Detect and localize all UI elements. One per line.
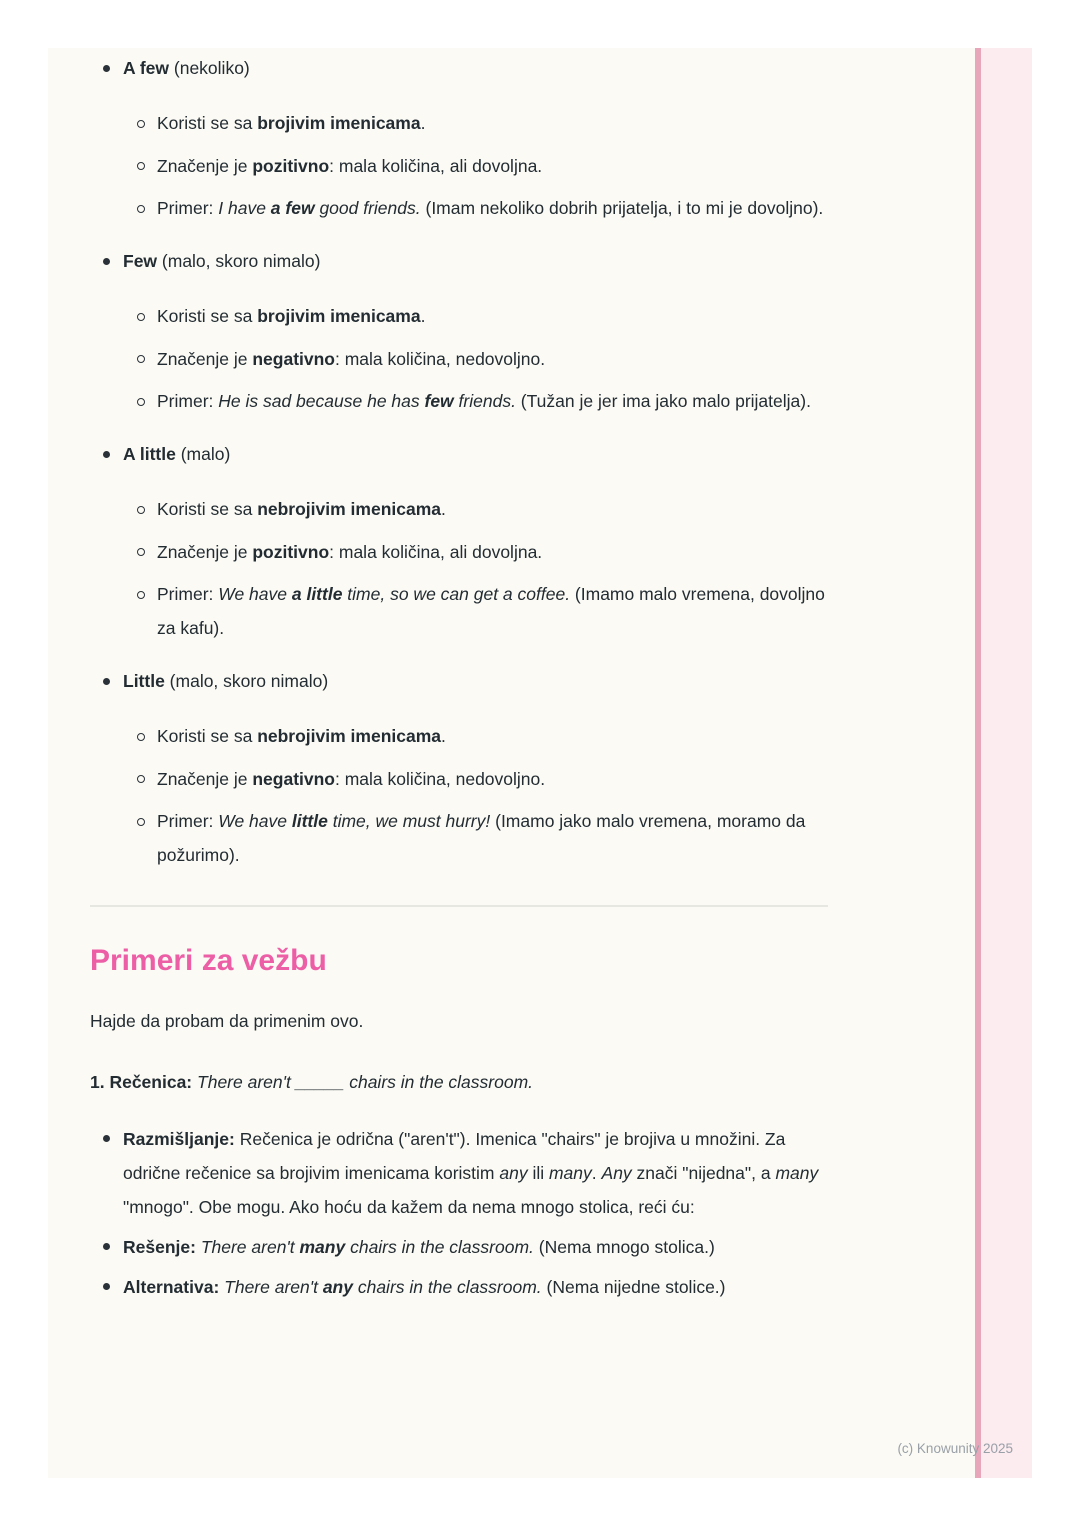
- bullet-circle-icon: [137, 591, 145, 599]
- exercise-step-thinking: [90, 1122, 828, 1224]
- quantifier-point-row: [90, 535, 828, 569]
- quantifier-point-row: [90, 804, 828, 872]
- bullet-dot-icon: [103, 1283, 110, 1290]
- bullet-dot-icon: [103, 678, 110, 685]
- bullet-dot-icon: [103, 258, 110, 265]
- bullet-dot-icon: [103, 1243, 110, 1250]
- quantifier-point: Značenje je pozitivno: mala količina, ali dovoljna.: [157, 155, 543, 176]
- exercise-step-alternative: [90, 1270, 828, 1304]
- quantifier-term: A little (malo): [123, 444, 231, 464]
- bullet-circle-icon: [137, 506, 145, 514]
- bullet-circle-icon: [137, 120, 145, 128]
- practice-section-heading: Primeri za vežbu: [90, 944, 327, 977]
- bullet-marker: [90, 106, 157, 128]
- bullet-circle-icon: [137, 355, 145, 363]
- bullet-marker: [90, 191, 157, 213]
- quantifier-term: A few (nekoliko): [123, 58, 250, 78]
- quantifier-points: [90, 719, 828, 872]
- quantifier-point-row: [90, 149, 828, 183]
- quantifier-point: Koristi se sa nebrojivim imenicama.: [157, 726, 446, 746]
- document-page: [48, 48, 1032, 1478]
- quantifier-point: Primer: He is sad because he has few friends. (Tužan je jer ima jako malo prijatelja).: [157, 391, 811, 411]
- watermark: (c) Knowunity 2025: [897, 1441, 1013, 1456]
- exercise-sentence: 1. Rečenica: There aren't _____ chairs in the classroom.: [90, 1071, 534, 1092]
- exercise-steps-list: [90, 1122, 828, 1304]
- exercise-step-text: Razmišljanje: Rečenica je odrična ("aren't"). Imenica "chairs" je brojiva u množini. Za odrične rečenice sa brojivim imenicama koristim any ili many. Any znači "nijedna", a many "mnogo". Obe mogu. Ako hoću da kažem da nema mnogo stolica, reći ću:: [123, 1128, 819, 1217]
- bullet-circle-icon: [137, 733, 145, 741]
- bullet-marker: [90, 1270, 123, 1291]
- quantifier-point: Koristi se sa nebrojivim imenicama.: [157, 499, 446, 519]
- quantifier-item-little: [90, 664, 828, 872]
- practice-intro-text: Hajde da probam da primenim ovo.: [90, 1010, 364, 1031]
- exercise-step-text: Alternativa: There aren't any chairs in the classroom. (Nema nijedne stolice.): [123, 1276, 726, 1297]
- bullet-marker: [90, 535, 157, 557]
- quantifier-item-a-little: [90, 437, 828, 645]
- bullet-marker: [90, 342, 157, 364]
- quantifier-point: Značenje je negativno: mala količina, nedovoljno.: [157, 348, 546, 369]
- quantifier-point-row: [90, 762, 828, 796]
- quantifier-points: [90, 492, 828, 645]
- quantifier-point: Primer: We have little time, we must hurry! (Imamo jako malo vremena, moramo da požurimo).: [157, 811, 806, 865]
- quantifier-point: Koristi se sa brojivim imenicama.: [157, 113, 426, 133]
- bullet-dot-icon: [103, 451, 110, 458]
- document-content: [90, 51, 828, 1304]
- bullet-marker: [90, 1122, 123, 1143]
- bullet-marker: [90, 762, 157, 784]
- quantifier-points: [90, 106, 828, 225]
- bullet-circle-icon: [137, 775, 145, 783]
- bullet-dot-icon: [103, 1135, 110, 1142]
- quantifier-term-row: [90, 51, 828, 85]
- quantifier-item-a-few: [90, 51, 828, 225]
- exercise-step-solution: [90, 1230, 828, 1264]
- quantifier-term-row: [90, 664, 828, 698]
- quantifier-point-row: [90, 577, 828, 645]
- bullet-marker: [90, 577, 157, 599]
- bullet-marker: [90, 804, 157, 826]
- quantifier-point-row: [90, 492, 828, 526]
- bullet-circle-icon: [137, 548, 145, 556]
- exercise-step-text: Rešenje: There aren't many chairs in the classroom. (Nema mnogo stolica.): [123, 1236, 715, 1257]
- bullet-marker: [90, 384, 157, 406]
- quantifier-term: Few (malo, skoro nimalo): [123, 251, 321, 271]
- bullet-marker: [90, 1230, 123, 1251]
- bullet-marker: [90, 492, 157, 514]
- quantifier-point-row: [90, 106, 828, 140]
- bullet-marker: [90, 51, 123, 72]
- quantifier-point: Koristi se sa brojivim imenicama.: [157, 306, 426, 326]
- bullet-circle-icon: [137, 313, 145, 321]
- quantifier-term-row: [90, 244, 828, 278]
- bullet-circle-icon: [137, 398, 145, 406]
- quantifier-point-row: [90, 719, 828, 753]
- quantifier-point-row: [90, 191, 828, 225]
- bullet-marker: [90, 149, 157, 171]
- bullet-marker: [90, 299, 157, 321]
- bullet-circle-icon: [137, 205, 145, 213]
- quantifier-point-row: [90, 299, 828, 333]
- bullet-marker: [90, 664, 123, 685]
- bullet-marker: [90, 437, 123, 458]
- bullet-circle-icon: [137, 162, 145, 170]
- quantifier-point-row: [90, 384, 828, 418]
- quantifier-point: Značenje je negativno: mala količina, nedovoljno.: [157, 768, 546, 789]
- quantifier-item-few: [90, 244, 828, 418]
- bullet-marker: [90, 719, 157, 741]
- section-divider: [90, 905, 828, 907]
- page-edge-stripe: [975, 48, 1032, 1478]
- quantifier-point: Značenje je pozitivno: mala količina, ali dovoljna.: [157, 541, 543, 562]
- bullet-marker: [90, 244, 123, 265]
- bullet-circle-icon: [137, 818, 145, 826]
- quantifier-point-row: [90, 342, 828, 376]
- quantifier-point: Primer: I have a few good friends. (Imam nekoliko dobrih prijatelja, i to mi je dovoljno).: [157, 198, 824, 218]
- quantifier-term: Little (malo, skoro nimalo): [123, 671, 329, 691]
- quantifier-point: Primer: We have a little time, so we can get a coffee. (Imamo malo vremena, dovoljno za kafu).: [157, 584, 825, 638]
- quantifier-points: [90, 299, 828, 418]
- quantifier-term-row: [90, 437, 828, 471]
- bullet-dot-icon: [103, 65, 110, 72]
